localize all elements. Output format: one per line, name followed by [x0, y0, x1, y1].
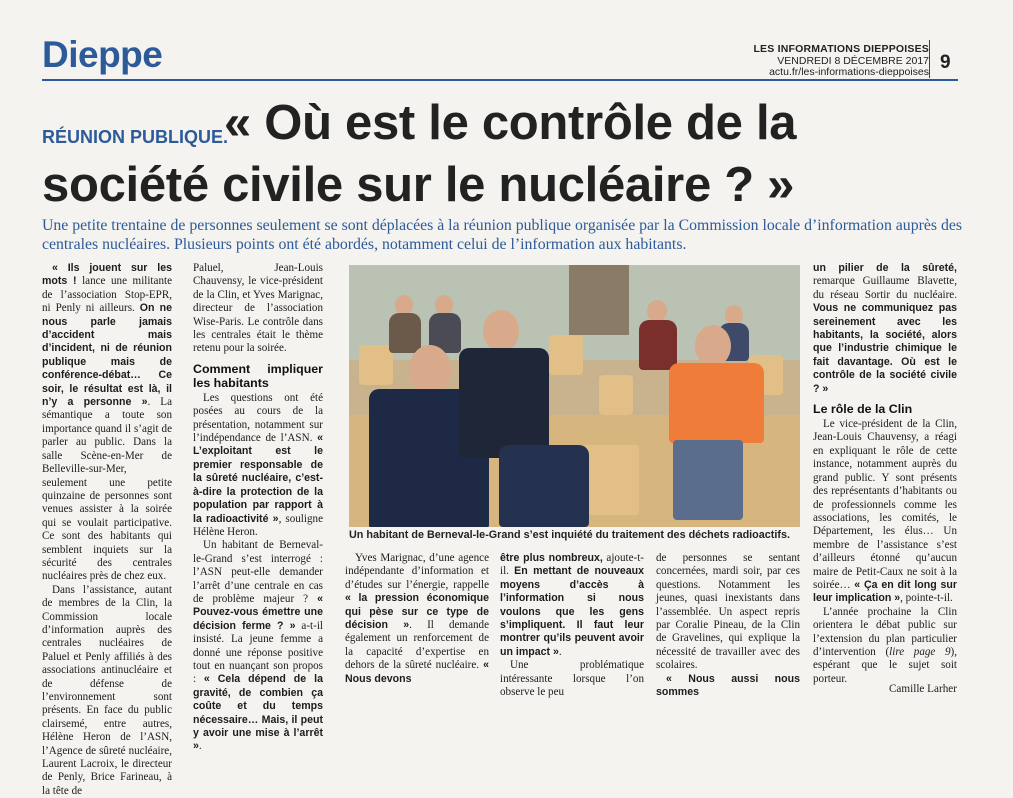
text-run: ajoute-t-il.: [500, 552, 644, 578]
photo-person-head: [725, 305, 743, 325]
quote: En mettant de nouveaux moyens d’accès à l’information si nous voulons que les gens s’impliquent. Il faut leur montrer qu’ils peuvent avoir un impact »: [500, 565, 644, 658]
quote: « Ça en dit long sur leur implication »: [813, 578, 957, 605]
article-column-6: [813, 262, 957, 696]
article-column-4: [500, 552, 644, 699]
text-run: L’année prochaine la Clin orientera le débat public sur l’extension du plan particulier d’intervention (: [813, 605, 957, 658]
text-run: ), espérant que le sujet soit porteur.: [813, 645, 957, 685]
article-column-3: [345, 552, 489, 696]
photo-chair: [599, 375, 633, 415]
photo-person-body: [669, 363, 764, 443]
quote: « Cela dépend de la gravité, de combien ça coûte et du temps nécessaire… Mais, il peut y avoir une mise à l’arrêt »: [193, 673, 323, 753]
photo-person-head: [395, 295, 413, 315]
text-run: lance une militante de l’association Stop-EPR, ni Penly ni ailleurs.: [42, 275, 172, 315]
article-title: « Où est le contrôle de la société civile sur le nucléaire ? »: [42, 96, 797, 212]
photo-jacket-body: [499, 445, 589, 527]
quote: « la pression économique qui pèse sur ce type de décision »: [345, 592, 489, 632]
section-name: Dieppe: [42, 34, 163, 75]
article-column-5: [656, 552, 800, 699]
subheading: Comment impliquer les habitants: [193, 361, 323, 390]
photo-person-body: [459, 348, 549, 458]
subheading: Le rôle de la Clin: [813, 402, 913, 417]
photo-person-head: [647, 300, 667, 322]
text-run: , pointe-t-il.: [900, 592, 953, 605]
text-run: Les questions ont été posées au cours de la présentation, notamment sur l’indépendance de l’ASN.: [193, 391, 323, 445]
quote: « Pouvez-vous émettre une décision ferme ? »: [193, 592, 323, 632]
quote: « Ils jouent sur les mots !: [42, 262, 172, 288]
publication-url: actu.fr/les-informations-dieppoises: [769, 66, 929, 78]
article-chapeau: Une petite trentaine de personnes seulement se sont déplacées à la réunion publique organisée par la Commission locale d’information auprès des centrales nucléaires. Plusieurs points ont été abordés, notamment celui de l’information aux habitants.: [42, 217, 963, 253]
photo-door: [569, 265, 629, 335]
quote: On ne nous parle jamais d’accident mais d’incident, ni de réunion publique mais de conférence-débat… Ce soir, le résultat est là, il n’y a personne »: [42, 302, 172, 409]
text-run: Un habitant de Berneval-le-Grand s’est interrogé : l’ASN peut-elle demander l’arrêt d’une centrale en cas de problème majeur ?: [193, 539, 323, 605]
quote: « L’exploitant est le premier responsable de la sûreté nucléaire, c’est-à-dire la protection de la population par rapport à la radioactivité »: [193, 432, 323, 525]
text-run: Le vice-président de la Clin, Jean-Louis Chauvensy, a réagi en expliquant le rôle de cette instance, notamment auprès du grand public. Y sont présents des représentants d’habitants ou de professionnels comme les associations, les comités, le Département, les élus… Un membre de l’assistance s’est d’ailleurs étonné qu’aucun maire de Petit-Caux ne soit à la soirée…: [813, 418, 957, 591]
photo-person-head: [435, 295, 453, 315]
article-column-1: [42, 262, 173, 797]
article-photo: [349, 265, 800, 527]
text-run: remarque Guillaume Blavette, du réseau Sortir du nucléaire.: [813, 275, 957, 301]
photo-chair: [359, 345, 393, 385]
article-byline: Camille Larher: [888, 683, 957, 695]
text-run: a-t-il insisté. La jeune femme a donné une réponse positive tout en nuançant son propos :: [193, 619, 323, 686]
text-run: . Il demande également un renforcement de la capacité d’expertise en dehors de la sûreté nucléaire.: [345, 619, 490, 672]
photo-person-legs: [673, 440, 743, 520]
photo-chair: [549, 335, 583, 375]
paragraph: Dans l’assistance, autant de membres de la Clin, la Commission locale d’information auprès des centrales nucléaires de Paluel et Penly affiliés à des associations antinucléaire et de défense de l’environnement sont présents. En face du public clairsemé, entre autres, Hélène Heron de l’ASN, l’Agence de sûreté nucléaire, Laurent Lacroix, le directeur de Penly, Brice Farineau, à la tête de: [42, 583, 172, 797]
paragraph: de personnes se sentant concernées, mardi soir, par ces questions. Notamment les jeunes, quasi inexistants dans l’assemblée. Un aspect repris par Coralie Pineau, de la Clin de Gravelines, qui explique la nécessité de travailler avec des scolaires.: [656, 552, 800, 672]
photo-person-head: [483, 310, 519, 352]
quote: être plus nombreux,: [500, 552, 603, 564]
publication-date: VENDREDI 8 DÉCEMBRE 2017: [777, 54, 929, 67]
article-kicker: RÉUNION PUBLIQUE.: [42, 127, 229, 147]
quote: « Nous devons: [345, 659, 489, 685]
text-run: . La sémantique a toute son importance quand il s’agit de parler au public. Dans la salle Scène-en-Mer de Belleville-sur-Mer, seulement une petite quinzaine de personnes sont venues assister à la soirée qui se voulait participative. Ce sont des habitants qui semblent inquiets sur la sécurité des centrales nucléaires près de chez eux.: [42, 396, 173, 583]
article-column-2: [193, 262, 323, 753]
masthead: [753, 44, 929, 79]
quote: « Nous aussi nous sommes: [656, 672, 800, 699]
photo-person-head: [409, 345, 451, 395]
text-run: Yves Marignac, d’une agence indépendante d’information et d’études sur l’énergie, rappelle: [345, 552, 489, 591]
page-reference: lire page 9: [889, 645, 951, 658]
page-number-divider: [929, 40, 930, 78]
text-run: .: [558, 645, 562, 658]
publication-name: LES INFORMATIONS DIEPPOISES: [753, 43, 929, 55]
photo-person-head: [695, 325, 731, 367]
text-run: , souligne Hélène Heron.: [193, 512, 323, 538]
paragraph: Une problématique intéressante lorsque l’on observe le peu: [500, 659, 644, 699]
page-number: 9: [940, 52, 951, 73]
photo-person-body: [389, 313, 421, 353]
header-rule: [42, 79, 958, 81]
photo-person-body: [639, 320, 677, 370]
quote: un pilier de la sûreté,: [813, 262, 957, 274]
text-run: .: [198, 740, 202, 753]
paragraph: Paluel, Jean-Louis Chauvensy, le vice-président de la Clin, et Yves Marignac, directeur de l’association Wise-Paris. Le contrôle dans les centrales était le thème retenu pour la soirée.: [193, 262, 323, 355]
photo-caption: Un habitant de Berneval-le-Grand s’est inquiété du traitement des déchets radioactifs.: [349, 529, 790, 541]
quote: Vous ne communiquez pas sereinement avec les habitants, la société, alors que l’industrie chimique le fait davantage. Où est le contrôle de la société civile ? »: [813, 302, 957, 395]
